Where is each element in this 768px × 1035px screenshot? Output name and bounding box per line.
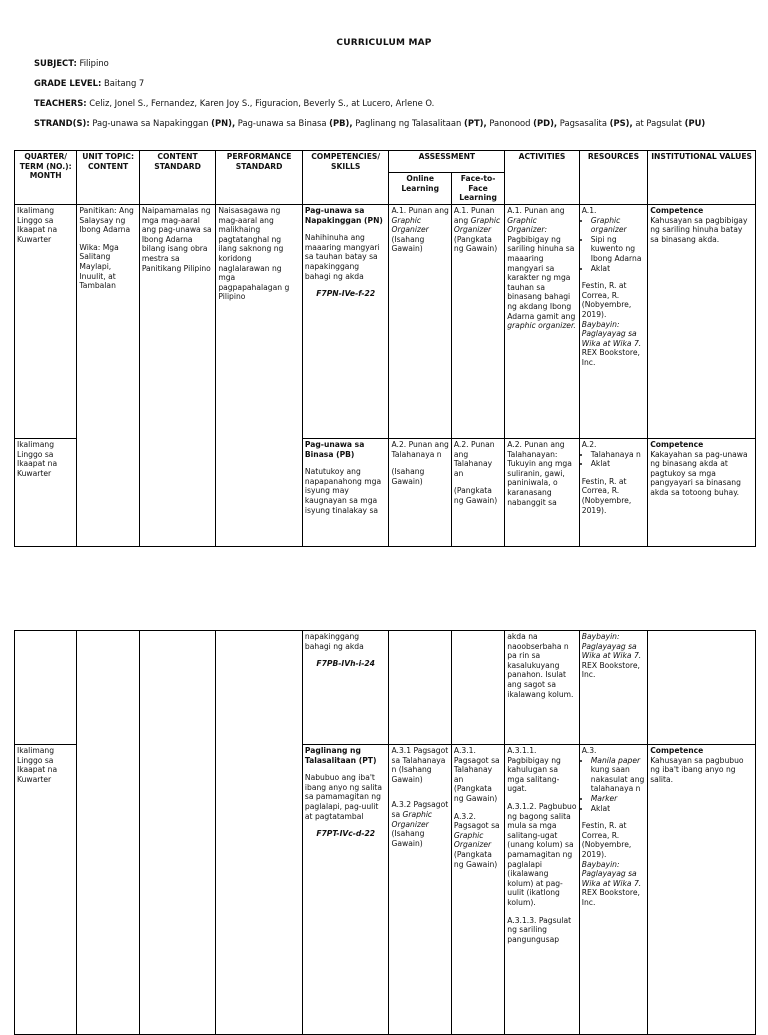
header-unit: UNIT TOPIC: CONTENT <box>77 151 139 205</box>
row3-resources <box>579 745 647 1035</box>
strand-ps: Pagsasalita <box>559 118 607 128</box>
strand-pd-code: (PD), <box>533 118 558 128</box>
row2-resources <box>579 439 647 547</box>
strand-pd: Panonood <box>489 118 531 128</box>
online-mode: (Isahang Gawain) <box>391 829 425 848</box>
curriculum-table-page-1 <box>14 150 756 547</box>
value-body: Kahusayan sa pagbibigay ng sariling hinuha batay sa binasang akda. <box>650 215 748 244</box>
resource-book: Baybayin: Paglayayag sa Wika at Wika 7. <box>581 859 642 888</box>
strand-pn-code: (PN), <box>211 118 236 128</box>
row2-online <box>389 439 451 547</box>
value-title: Competence <box>650 746 704 755</box>
resource-item: • Aklat <box>591 459 645 469</box>
row3-activities <box>505 745 580 1035</box>
competency-title: Pag-unawa sa Napakinggan (PN) <box>304 206 383 225</box>
competency-code: F7PB-IVh-i-24 <box>316 659 375 669</box>
resource-publisher: REX Bookstore, Inc. <box>581 348 640 367</box>
resources-head: A.3. <box>581 746 597 755</box>
f2f-text-2: A.3.2. Pagsagot sa <box>453 811 500 831</box>
competency-body: napakinggang bahagi ng akda <box>304 632 364 651</box>
resource-item-desc: kung saan nakasulat ang talahanaya n <box>590 765 645 794</box>
f2f-italic: Graphic Organizer <box>453 830 492 850</box>
row1-performance-standard: Naisasagawa ng mag-aaral ang malikhaing pagtatanghal ng ilang saknong ng koridong naglalarawan ng mga pagpapahalagan g Pilipino <box>216 205 303 547</box>
f2f-text: A.2. Punan ang Talahanay an <box>453 440 495 478</box>
resources-head: A.1. <box>581 206 597 215</box>
row3-quarter: Ikalimang Linggo sa Ikaapat na Kuwarter <box>15 745 77 1035</box>
strand-pu-code: (PU) <box>684 118 706 128</box>
strand-pu: at Pagsulat <box>635 118 682 128</box>
resource-citation: Festin, R. at Correa, R. (Nobyembre, 2019). <box>581 476 632 515</box>
header-performance: PERFORMANCE STANDARD <box>216 151 303 205</box>
row2-quarter: Ikalimang Linggo sa Ikaapat na Kuwarter <box>15 439 77 547</box>
online-mode: (Isahang Gawain) <box>391 467 425 486</box>
cont-resources <box>579 631 647 745</box>
strand-ps-code: (PS), <box>609 118 633 128</box>
value-body: Kahusayan sa pagbubuo ng iba't ibang anyo ng salita. <box>650 755 744 784</box>
competency-code: F7PT-IVc-d-22 <box>316 829 376 839</box>
strand-pn: Pag-unawa sa Napakinggan <box>92 118 209 128</box>
row2-competency <box>302 439 389 547</box>
teachers-value: Celiz, Jonel S., Fernandez, Karen Joy S., Figuracion, Beverly S., at Lucero, Arlene O. <box>89 98 435 108</box>
header-quarter: QUARTER/ TERM (NO.): MONTH <box>15 151 77 205</box>
teachers-line <box>34 98 434 109</box>
resources-head: A.2. <box>581 440 597 449</box>
table-row <box>15 631 756 745</box>
cont-competency <box>302 631 389 745</box>
header-activities: ACTIVITIES <box>505 151 580 205</box>
row1-resources <box>579 205 647 439</box>
resource-book: Baybayin: Paglayayag sa Wika at Wika 7. <box>581 319 642 348</box>
resource-item: Graphic organizer <box>590 215 627 235</box>
f2f-mode: (Pangkata ng Gawain) <box>453 486 498 505</box>
online-mode: (Isahang Gawain) <box>391 234 425 254</box>
online-italic: Graphic Organizer <box>391 215 429 235</box>
strand-pb-code: (PB), <box>329 118 353 128</box>
teachers-label: TEACHERS: <box>34 98 87 108</box>
online-text-2: A.3.2 Pagsagot sa <box>391 800 449 819</box>
resource-publisher: REX Bookstore, Inc. <box>581 660 640 680</box>
row2-activities: A.2. Punan ang Talahanayan: Tukuyin ang mga suliranin, gawi, paniniwala, o karanasang nabanggit sa <box>505 439 580 547</box>
header-values: INSTITUTIONAL VALUES <box>648 151 756 205</box>
value-title: Competence <box>650 206 704 215</box>
cont-quarter <box>15 631 77 745</box>
cont-online <box>389 631 451 745</box>
competency-title: Paglinang ng Talasalitaan (PT) <box>304 746 377 765</box>
online-text: A.1. Punan ang <box>391 206 449 215</box>
activity-text: A.1. Punan ang <box>507 206 565 215</box>
row1-activities <box>505 205 580 439</box>
competency-body: Nahihinuha ang maaaring mangyari sa tauhan batay sa napakinggang bahagi ng akda <box>304 233 380 281</box>
row1-content-standard: Naipamamalas ng mga mag-aaral ang pag-unawa sa Ibong Adarna bilang isang obra mestra sa Panitikang Pilipino <box>139 205 216 547</box>
resource-publisher: REX Bookstore, Inc. <box>581 888 640 907</box>
resource-item: Marker <box>590 793 618 803</box>
row3-online <box>389 745 451 1035</box>
resource-citation: Festin, R. at Correa, R. (Nobyembre, 2019). <box>581 821 632 859</box>
row3-competency <box>302 745 389 1035</box>
activity-2: A.3.1.2. Pagbubuo ng bagong salita mula sa mga salitang-ugat (unang kolum) sa pamamagitan ng paglalapi (ikalawang kolum) at pag-uulit (ikatlong kolum). <box>507 801 577 907</box>
header-online: Online Learning <box>389 173 451 205</box>
competency-body: Nabubuo ang iba't ibang anyo ng salita sa pamamagitan ng paglalapi, pag-uulit at pagtatambal <box>304 773 383 821</box>
row1-f2f <box>451 205 504 439</box>
f2f-text: A.3.1. Pagsagot sa Talahanay an (Pangkata ng Gawain) <box>453 746 500 803</box>
unit-panitikan: Panitikan: Ang Salaysay ng Ibong Adarna <box>79 206 134 235</box>
f2f-mode: (Pangkata ng Gawain) <box>453 849 498 869</box>
resource-item: • Aklat <box>591 804 645 814</box>
grade-value: Baitang 7 <box>104 78 145 88</box>
row2-f2f <box>451 439 504 547</box>
value-title: Competence <box>650 440 704 449</box>
row1-quarter: Ikalimang Linggo sa Ikaapat na Kuwarter <box>15 205 77 439</box>
resource-item: Manila paper <box>590 755 641 765</box>
header-resources: RESOURCES <box>579 151 647 205</box>
grade-line <box>34 78 144 89</box>
row1-online <box>389 205 451 439</box>
f2f-text: A.1. Punan ang <box>453 206 495 225</box>
subject-label: SUBJECT: <box>34 58 77 68</box>
header-f2f: Face-to-Face Learning <box>451 173 504 205</box>
unit-wika: Wika: Mga Salitang Maylapi, Inuulit, at Tambalan <box>79 242 119 291</box>
cont-activities: akda na naoobserbaha n pa rin sa kasalukuyang panahon. Isulat ang sagot sa ikalawang kolum. <box>505 631 580 745</box>
value-body: Kakayahan sa pag-unawa ng binasang akda at pagtukoy sa mga pangyayari sa binasang akda sa totoong buhay. <box>650 449 748 497</box>
cont-unit <box>77 631 139 1035</box>
header-competencies: COMPETENCIES/ SKILLS <box>302 151 389 205</box>
row3-values <box>648 745 756 1035</box>
competency-title: Pag-unawa sa Binasa (PB) <box>304 440 365 459</box>
cont-performance <box>216 631 303 1035</box>
table-row <box>15 205 756 439</box>
cont-f2f <box>451 631 504 745</box>
row3-f2f <box>451 745 504 1035</box>
online-text: A.3.1 Pagsagot sa Talahanaya n (Isahang Gawain) <box>391 746 449 784</box>
resource-citation: Festin, R. at Correa, R. (Nobyembre, 2019). <box>581 281 632 319</box>
f2f-italic: Graphic Organizer <box>453 215 501 235</box>
document-title: CURRICULUM MAP <box>336 38 432 48</box>
activity-body: Pagbibigay ng sariling hinuha sa maaaring mangyari sa karakter ng mga tauhan sa binasang bahagi ng akdang Ibong Adarna gamit ang <box>507 234 576 321</box>
resource-item: • Talahanaya n <box>591 450 645 460</box>
strand-pb: Pag-unawa sa Binasa <box>237 118 327 128</box>
row1-values <box>648 205 756 439</box>
online-text: A.2. Punan ang Talahanaya n <box>391 440 449 459</box>
subject-line <box>34 58 109 69</box>
cont-content <box>139 631 216 1035</box>
strand-line <box>34 118 744 129</box>
strand-pt-code: (PT), <box>464 118 487 128</box>
online-italic: Graphic Organizer <box>391 809 433 829</box>
curriculum-table-page-2 <box>14 630 756 1035</box>
activity-1: A.3.1.1. Pagbibigay ng kahulugan sa mga salitang-ugat. <box>507 746 561 794</box>
resource-item: • Sipi ng kuwento ng Ibong Adarna <box>591 235 645 264</box>
grade-label: GRADE LEVEL: <box>34 78 102 88</box>
competency-body: Natutukoy ang napapanahong mga isyung may kaugnayan sa mga isyung tinalakay sa <box>304 467 382 515</box>
activity-end: graphic organizer. <box>507 321 576 331</box>
header-content: CONTENT STANDARD <box>139 151 216 205</box>
subject-value: Filipino <box>79 58 109 68</box>
activity-italic: Graphic Organizer: <box>507 215 548 235</box>
strand-label: STRAND(S): <box>34 118 90 128</box>
resource-item: • Aklat <box>591 264 645 274</box>
f2f-mode: (Pangkata ng Gawain) <box>453 234 498 254</box>
row1-competency <box>302 205 389 439</box>
header-assessment: ASSESSMENT <box>389 151 505 173</box>
row1-unit <box>77 205 139 547</box>
resource-book: Baybayin: Paglayayag sa Wika at Wika 7. <box>581 632 642 661</box>
activity-3: A.3.1.3. Pagsulat ng sariling pangungusap <box>507 915 572 944</box>
strand-pt: Paglinang ng Talasalitaan <box>355 118 462 128</box>
cont-values <box>648 631 756 745</box>
row2-values <box>648 439 756 547</box>
competency-code: F7PN-IVe-f-22 <box>316 289 376 299</box>
